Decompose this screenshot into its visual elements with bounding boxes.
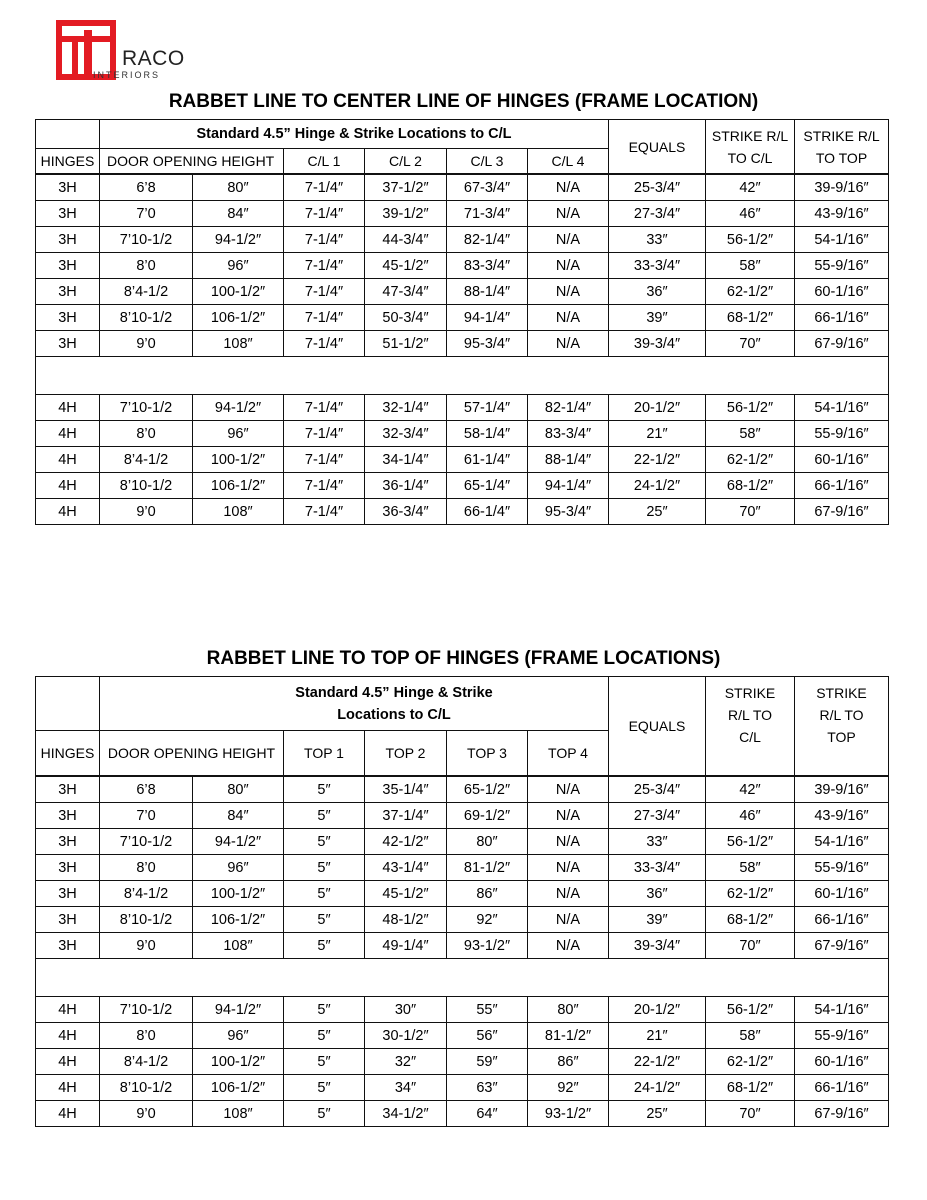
table-cell: 70″: [706, 1101, 795, 1127]
table-cell: 69-1/2″: [447, 803, 528, 829]
table-cell: 39-3/4″: [609, 331, 706, 357]
table-cell: 62-1/2″: [706, 881, 795, 907]
raco-logo: [56, 20, 196, 82]
table-cell: N/A: [528, 279, 609, 305]
table-cell: 100-1/2″: [193, 1049, 284, 1075]
table-cell: 7-1/4″: [284, 499, 365, 525]
table-cell: 106-1/2″: [193, 305, 284, 331]
table-cell: 27-3/4″: [609, 201, 706, 227]
table-cell: 106-1/2″: [193, 907, 284, 933]
table-cell: 5″: [284, 803, 365, 829]
header-col-2: TOP 2: [365, 731, 447, 777]
table-cell: 56-1/2″: [706, 227, 795, 253]
table-cell: 20-1/2″: [609, 395, 706, 421]
table-cell: N/A: [528, 174, 609, 201]
table-cell: 56″: [447, 1023, 528, 1049]
table-row: [36, 253, 889, 279]
table-cell: 60-1/16″: [795, 279, 889, 305]
table-cell: 93-1/2″: [447, 933, 528, 959]
table-cell: 48-1/2″: [365, 907, 447, 933]
table-cell: 32″: [365, 1049, 447, 1075]
table-cell: 7-1/4″: [284, 421, 365, 447]
table-cell: 39-9/16″: [795, 776, 889, 803]
table-cell: 60-1/16″: [795, 1049, 889, 1075]
table-row: [36, 803, 889, 829]
table-cell: 4H: [36, 473, 100, 499]
table-cell: 58″: [706, 421, 795, 447]
table-cell: 30-1/2″: [365, 1023, 447, 1049]
table-cell: 49-1/4″: [365, 933, 447, 959]
table-cell: 86″: [528, 1049, 609, 1075]
table-cell: 66-1/4″: [447, 499, 528, 525]
table-cell: 7-1/4″: [284, 201, 365, 227]
table-cell: 33-3/4″: [609, 855, 706, 881]
table-cell: 63″: [447, 1075, 528, 1101]
table-cell: 44-3/4″: [365, 227, 447, 253]
table-cell: 68-1/2″: [706, 907, 795, 933]
table-cell: 9’0: [100, 499, 193, 525]
logo-sub-text: INTERIORS: [93, 70, 161, 80]
table-cell: 43-9/16″: [795, 201, 889, 227]
table-cell: 60-1/16″: [795, 881, 889, 907]
table-cell: 3H: [36, 253, 100, 279]
table-cell: 80″: [447, 829, 528, 855]
table-cell: 8’10-1/2: [100, 305, 193, 331]
table-cell: 96″: [193, 1023, 284, 1049]
table-cell: 62-1/2″: [706, 279, 795, 305]
table-cell: 82-1/4″: [528, 395, 609, 421]
table-cell: 4H: [36, 447, 100, 473]
table-cell: 43-1/4″: [365, 855, 447, 881]
table-cell: N/A: [528, 253, 609, 279]
header-blank: [36, 120, 100, 149]
table-cell: 37-1/2″: [365, 174, 447, 201]
table-cell: 42″: [706, 776, 795, 803]
table-cell: 61-1/4″: [447, 447, 528, 473]
table-cell: 46″: [706, 201, 795, 227]
table-cell: 5″: [284, 1049, 365, 1075]
table-cell: 4H: [36, 1023, 100, 1049]
table-cell: 7’0: [100, 201, 193, 227]
table-cell: 45-1/2″: [365, 253, 447, 279]
table-cell: N/A: [528, 855, 609, 881]
table-cell: 6’8: [100, 776, 193, 803]
header-col-3: C/L 3: [447, 149, 528, 175]
header-col-1: C/L 1: [284, 149, 365, 175]
table-cell: 37-1/4″: [365, 803, 447, 829]
header-col-4: TOP 4: [528, 731, 609, 777]
table-cell: N/A: [528, 829, 609, 855]
table-cell: 7-1/4″: [284, 395, 365, 421]
table-cell: 59″: [447, 1049, 528, 1075]
table-cell: 55-9/16″: [795, 1023, 889, 1049]
table-cell: 39-3/4″: [609, 933, 706, 959]
table-cell: 66-1/16″: [795, 1075, 889, 1101]
table-cell: 94-1/4″: [528, 473, 609, 499]
section-separator-row: [36, 357, 889, 395]
table-row: [36, 227, 889, 253]
table-cell: 47-3/4″: [365, 279, 447, 305]
table-cell: 81-1/2″: [528, 1023, 609, 1049]
table-cell: 8’0: [100, 421, 193, 447]
table-cell: 5″: [284, 1075, 365, 1101]
header-door-opening-height: DOOR OPENING HEIGHT: [100, 731, 284, 777]
table-cell: 65-1/4″: [447, 473, 528, 499]
table-cell: 8’10-1/2: [100, 1075, 193, 1101]
table-cell: 100-1/2″: [193, 881, 284, 907]
table-cell: N/A: [528, 933, 609, 959]
table-cell: 4H: [36, 395, 100, 421]
table-cell: 83-3/4″: [528, 421, 609, 447]
table-cell: 84″: [193, 201, 284, 227]
table-cell: 56-1/2″: [706, 997, 795, 1023]
table-cell: 58″: [706, 253, 795, 279]
table-cell: 39-1/2″: [365, 201, 447, 227]
table-cell: 5″: [284, 855, 365, 881]
table-cell: 4H: [36, 1075, 100, 1101]
table-row: [36, 395, 889, 421]
table-cell: 88-1/4″: [447, 279, 528, 305]
table-cell: 8’0: [100, 253, 193, 279]
table-cell: 94-1/2″: [193, 997, 284, 1023]
table-cell: 96″: [193, 253, 284, 279]
table-cell: 7-1/4″: [284, 253, 365, 279]
table-cell: 7’10-1/2: [100, 997, 193, 1023]
table-cell: 39″: [609, 907, 706, 933]
table-cell: 95-3/4″: [528, 499, 609, 525]
table2-title: RABBET LINE TO TOP OF HINGES (FRAME LOCATIONS): [206, 648, 721, 669]
table-cell: 70″: [706, 331, 795, 357]
table-cell: 7’0: [100, 803, 193, 829]
header-col-2: C/L 2: [365, 149, 447, 175]
table-cell: 39″: [609, 305, 706, 331]
table-cell: 36″: [609, 279, 706, 305]
table-row: [36, 279, 889, 305]
header-standard: Standard 4.5” Hinge & Strike Locations to C/L: [100, 677, 609, 731]
table-cell: 7’10-1/2: [100, 227, 193, 253]
table-cell: 8’4-1/2: [100, 447, 193, 473]
table-cell: 3H: [36, 279, 100, 305]
table-cell: 4H: [36, 1101, 100, 1127]
table-cell: 46″: [706, 803, 795, 829]
table-cell: 86″: [447, 881, 528, 907]
table-cell: 83-3/4″: [447, 253, 528, 279]
table-cell: 3H: [36, 907, 100, 933]
table-cell: 3H: [36, 305, 100, 331]
table-cell: 45-1/2″: [365, 881, 447, 907]
table-cell: 108″: [193, 1101, 284, 1127]
table-cell: 88-1/4″: [528, 447, 609, 473]
table-cell: 92″: [528, 1075, 609, 1101]
table-cell: 3H: [36, 201, 100, 227]
table-cell: 94-1/2″: [193, 227, 284, 253]
table-row: [36, 174, 889, 201]
table-cell: 5″: [284, 829, 365, 855]
table-cell: 54-1/16″: [795, 227, 889, 253]
table-cell: 9’0: [100, 1101, 193, 1127]
table-row: [36, 447, 889, 473]
table-cell: 33″: [609, 829, 706, 855]
header-hinges: HINGES: [36, 731, 100, 777]
table-cell: 7-1/4″: [284, 279, 365, 305]
table-cell: 5″: [284, 1023, 365, 1049]
table-cell: 33-3/4″: [609, 253, 706, 279]
header-strike-to-top: STRIKE R/L TO TOP: [795, 677, 889, 777]
table-cell: 67-9/16″: [795, 331, 889, 357]
table-cell: 58″: [706, 855, 795, 881]
table-cell: 55-9/16″: [795, 421, 889, 447]
table-row: [36, 1101, 889, 1127]
table-cell: 56-1/2″: [706, 829, 795, 855]
table-cell: 64″: [447, 1101, 528, 1127]
table-cell: 70″: [706, 933, 795, 959]
table-cell: 66-1/16″: [795, 907, 889, 933]
table-cell: N/A: [528, 227, 609, 253]
header-door-opening-height: DOOR OPENING HEIGHT: [100, 149, 284, 175]
table-cell: 4H: [36, 1049, 100, 1075]
table-cell: 21″: [609, 421, 706, 447]
table-cell: 5″: [284, 881, 365, 907]
table-cell: 3H: [36, 855, 100, 881]
table-cell: 55″: [447, 997, 528, 1023]
table-cell: 25″: [609, 1101, 706, 1127]
table-cell: 3H: [36, 829, 100, 855]
table-cell: 30″: [365, 997, 447, 1023]
table-row: [36, 305, 889, 331]
table-cell: 4H: [36, 499, 100, 525]
separator-cell: [36, 357, 889, 395]
table-cell: 5″: [284, 1101, 365, 1127]
table-cell: 57-1/4″: [447, 395, 528, 421]
table-row: [36, 201, 889, 227]
table-cell: 8’10-1/2: [100, 473, 193, 499]
table-cell: 108″: [193, 331, 284, 357]
table-cell: 7-1/4″: [284, 174, 365, 201]
table-row: [36, 855, 889, 881]
table-cell: 68-1/2″: [706, 305, 795, 331]
table-cell: 43-9/16″: [795, 803, 889, 829]
table-cell: 22-1/2″: [609, 1049, 706, 1075]
table-cell: 7-1/4″: [284, 473, 365, 499]
table-row: [36, 1075, 889, 1101]
table-cell: N/A: [528, 907, 609, 933]
header-col-4: C/L 4: [528, 149, 609, 175]
table-cell: 67-9/16″: [795, 1101, 889, 1127]
table-cell: 68-1/2″: [706, 1075, 795, 1101]
table-cell: 94-1/2″: [193, 395, 284, 421]
table-cell: 100-1/2″: [193, 447, 284, 473]
table-cell: 3H: [36, 776, 100, 803]
table-cell: 34-1/2″: [365, 1101, 447, 1127]
table-cell: N/A: [528, 331, 609, 357]
logo-brand-text: RACO: [122, 47, 185, 70]
table-cell: 25-3/4″: [609, 174, 706, 201]
table-cell: 80″: [193, 776, 284, 803]
table-cell: 8’10-1/2: [100, 907, 193, 933]
table-cell: 42″: [706, 174, 795, 201]
table-cell: 67-3/4″: [447, 174, 528, 201]
centerline-table: [35, 119, 889, 525]
header-equals: EQUALS: [609, 677, 706, 777]
table-cell: 36-3/4″: [365, 499, 447, 525]
table-cell: 106-1/2″: [193, 1075, 284, 1101]
header-strike-to-cl: STRIKE R/L TO C/L: [706, 120, 795, 175]
table-cell: 93-1/2″: [528, 1101, 609, 1127]
table-cell: 51-1/2″: [365, 331, 447, 357]
table-cell: 56-1/2″: [706, 395, 795, 421]
table-cell: 8’0: [100, 1023, 193, 1049]
table-cell: 108″: [193, 499, 284, 525]
table-cell: 5″: [284, 907, 365, 933]
table-cell: 3H: [36, 174, 100, 201]
table-cell: 8’0: [100, 855, 193, 881]
table-cell: 50-3/4″: [365, 305, 447, 331]
table-cell: 34-1/4″: [365, 447, 447, 473]
table-cell: 8’4-1/2: [100, 1049, 193, 1075]
table-cell: 27-3/4″: [609, 803, 706, 829]
table-cell: 3H: [36, 803, 100, 829]
table-cell: 32-3/4″: [365, 421, 447, 447]
table-cell: 108″: [193, 933, 284, 959]
table-cell: 24-1/2″: [609, 473, 706, 499]
table-cell: 33″: [609, 227, 706, 253]
table-cell: 4H: [36, 421, 100, 447]
table-cell: 7-1/4″: [284, 227, 365, 253]
table-cell: 96″: [193, 421, 284, 447]
table-cell: 22-1/2″: [609, 447, 706, 473]
table-cell: 82-1/4″: [447, 227, 528, 253]
table-cell: 9’0: [100, 933, 193, 959]
table-cell: 94-1/2″: [193, 829, 284, 855]
table-row: [36, 499, 889, 525]
table-cell: 67-9/16″: [795, 933, 889, 959]
table-row: [36, 1023, 889, 1049]
table-cell: 62-1/2″: [706, 1049, 795, 1075]
table-cell: N/A: [528, 881, 609, 907]
header-col-1: TOP 1: [284, 731, 365, 777]
header-equals: EQUALS: [609, 120, 706, 175]
table-cell: 58-1/4″: [447, 421, 528, 447]
table-cell: 58″: [706, 1023, 795, 1049]
table-row: [36, 933, 889, 959]
table-cell: N/A: [528, 305, 609, 331]
table-cell: 6’8: [100, 174, 193, 201]
header-standard: Standard 4.5” Hinge & Strike Locations to C/L: [100, 120, 609, 149]
header-strike-to-cl: STRIKE R/L TO C/L: [706, 677, 795, 777]
table-cell: 5″: [284, 776, 365, 803]
table-cell: 65-1/2″: [447, 776, 528, 803]
table-cell: 7-1/4″: [284, 331, 365, 357]
table-row: [36, 776, 889, 803]
table-row: [36, 829, 889, 855]
top-of-hinges-table: [35, 676, 889, 1127]
table-cell: 36-1/4″: [365, 473, 447, 499]
table-cell: 68-1/2″: [706, 473, 795, 499]
table1-title: RABBET LINE TO CENTER LINE OF HINGES (FRAME LOCATION): [168, 91, 759, 112]
table-cell: 80″: [193, 174, 284, 201]
table-cell: 84″: [193, 803, 284, 829]
table-row: [36, 997, 889, 1023]
table-row: [36, 1049, 889, 1075]
table-cell: 39-9/16″: [795, 174, 889, 201]
table-row: [36, 421, 889, 447]
table-cell: 7’10-1/2: [100, 395, 193, 421]
table-cell: 67-9/16″: [795, 499, 889, 525]
table-cell: 32-1/4″: [365, 395, 447, 421]
table-cell: 3H: [36, 933, 100, 959]
header-col-3: TOP 3: [447, 731, 528, 777]
table-cell: 21″: [609, 1023, 706, 1049]
table-cell: 3H: [36, 881, 100, 907]
table-cell: 20-1/2″: [609, 997, 706, 1023]
table-cell: 5″: [284, 933, 365, 959]
table-cell: 66-1/16″: [795, 305, 889, 331]
table-cell: N/A: [528, 776, 609, 803]
table-cell: 4H: [36, 997, 100, 1023]
table-cell: 55-9/16″: [795, 253, 889, 279]
table-cell: 81-1/2″: [447, 855, 528, 881]
table-cell: 9’0: [100, 331, 193, 357]
table-cell: 100-1/2″: [193, 279, 284, 305]
table-cell: 54-1/16″: [795, 997, 889, 1023]
table-cell: 42-1/2″: [365, 829, 447, 855]
table-cell: 7-1/4″: [284, 447, 365, 473]
separator-cell: [36, 959, 889, 997]
table-cell: 25-3/4″: [609, 776, 706, 803]
table-cell: 8’4-1/2: [100, 881, 193, 907]
table-cell: 5″: [284, 997, 365, 1023]
table-cell: N/A: [528, 201, 609, 227]
table-cell: 8’4-1/2: [100, 279, 193, 305]
table-cell: 25″: [609, 499, 706, 525]
table-row: [36, 331, 889, 357]
table-cell: 80″: [528, 997, 609, 1023]
table-cell: 36″: [609, 881, 706, 907]
table-cell: 95-3/4″: [447, 331, 528, 357]
section-separator-row: [36, 959, 889, 997]
table-cell: 60-1/16″: [795, 447, 889, 473]
table-cell: N/A: [528, 803, 609, 829]
header-strike-to-top: STRIKE R/L TO TOP: [795, 120, 889, 175]
table-cell: 96″: [193, 855, 284, 881]
table-cell: 55-9/16″: [795, 855, 889, 881]
table-cell: 24-1/2″: [609, 1075, 706, 1101]
table-cell: 106-1/2″: [193, 473, 284, 499]
table-cell: 7’10-1/2: [100, 829, 193, 855]
table-cell: 7-1/4″: [284, 305, 365, 331]
table-cell: 35-1/4″: [365, 776, 447, 803]
table-cell: 71-3/4″: [447, 201, 528, 227]
header-hinges: HINGES: [36, 149, 100, 175]
table-cell: 62-1/2″: [706, 447, 795, 473]
table-row: [36, 907, 889, 933]
table-cell: 92″: [447, 907, 528, 933]
table-cell: 54-1/16″: [795, 829, 889, 855]
table-row: [36, 881, 889, 907]
table-cell: 94-1/4″: [447, 305, 528, 331]
table-cell: 3H: [36, 227, 100, 253]
table-cell: 3H: [36, 331, 100, 357]
table-cell: 66-1/16″: [795, 473, 889, 499]
table-cell: 70″: [706, 499, 795, 525]
table-row: [36, 473, 889, 499]
header-blank: [36, 677, 100, 731]
table-cell: 34″: [365, 1075, 447, 1101]
table-cell: 54-1/16″: [795, 395, 889, 421]
